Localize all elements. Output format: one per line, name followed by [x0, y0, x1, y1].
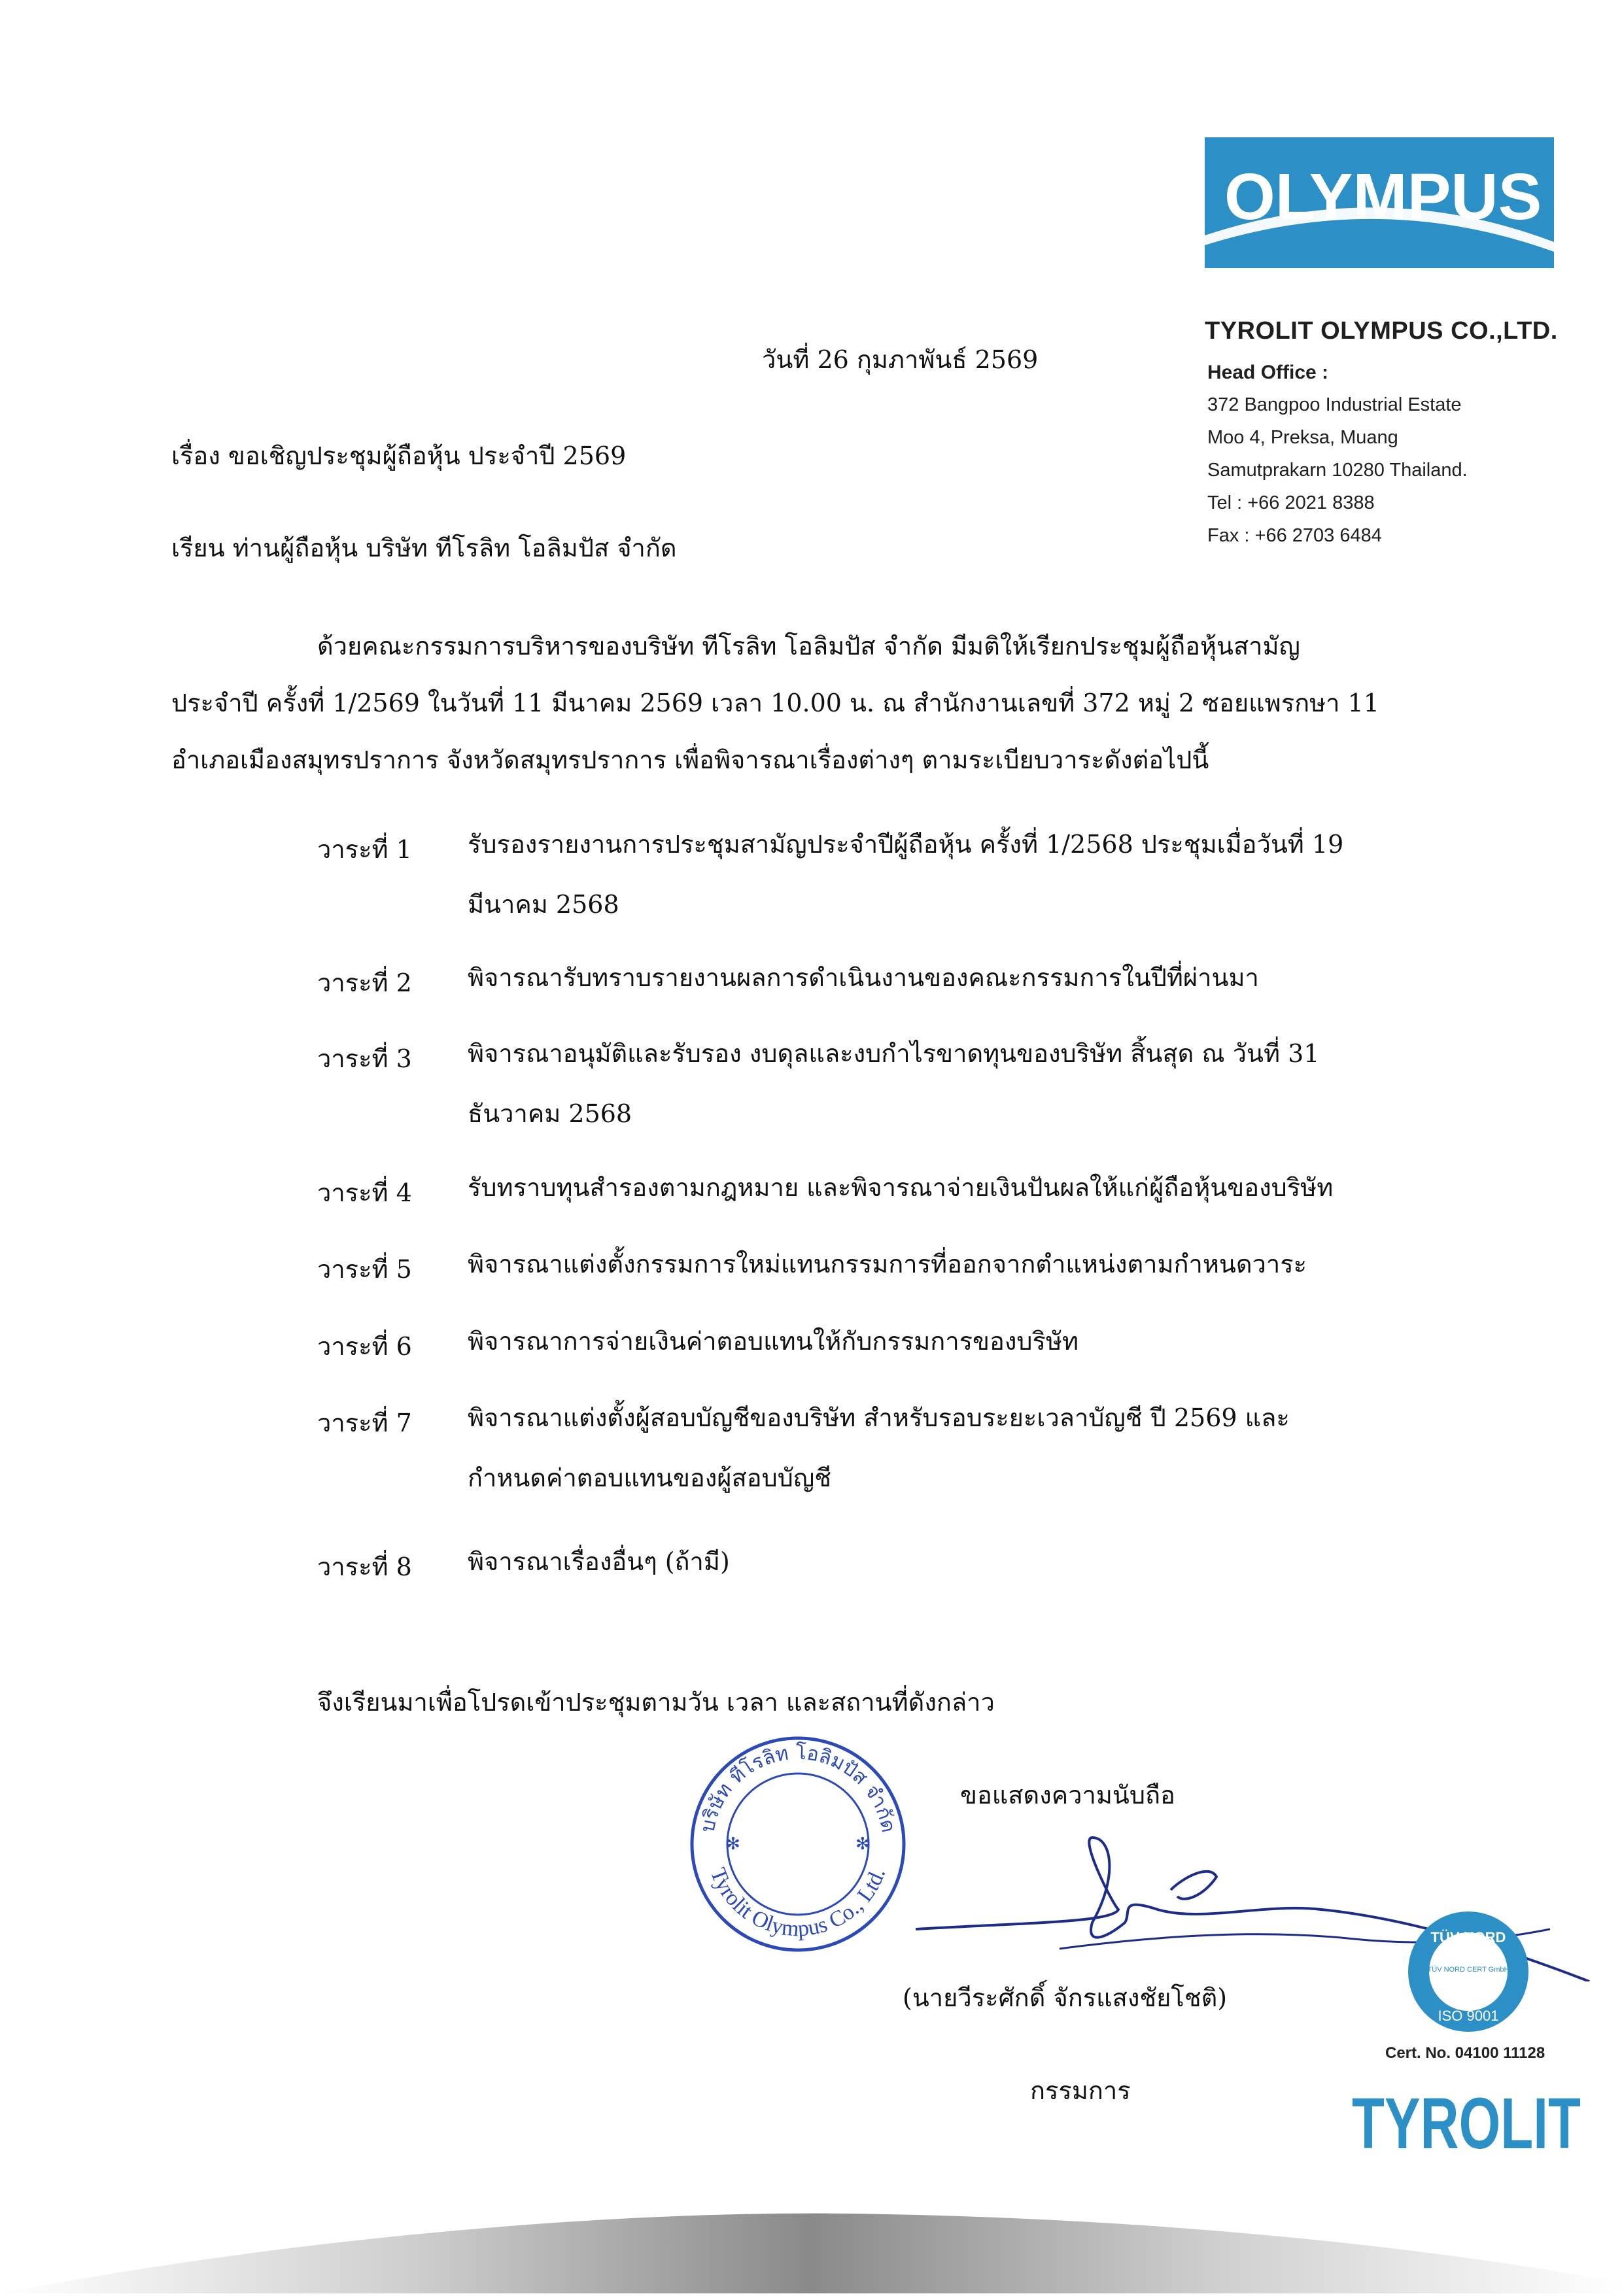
cert-number: Cert. No. 04100 11128	[1385, 2044, 1545, 2062]
signer-name: (นายวีระศักดิ์ จักรแสงชัยโชติ)	[903, 1983, 1228, 2012]
agenda-1-line-1: รับรองรายงานการประชุมสามัญประจำปีผู้ถือหุ้น ครั้งที่ 1/2568 ประชุมเมื่อวันที่ 19	[468, 830, 1344, 859]
agenda-2-line-1: พิจารณารับทราบรายงานผลการดำเนินงานของคณะกรรมการในปีที่ผ่านมา	[468, 963, 1259, 992]
tel-line: Tel : +66 2021 8388	[1207, 492, 1375, 513]
agenda-5-label: วาระที่ 5	[317, 1255, 412, 1284]
head-office-label: Head Office :	[1207, 362, 1329, 383]
agenda-3-label: วาระที่ 3	[317, 1044, 412, 1073]
company-name: TYROLIT OLYMPUS CO.,LTD.	[1205, 317, 1558, 345]
signer-position: กรรมการ	[1030, 2076, 1131, 2105]
agenda-8-text	[468, 1532, 730, 1592]
olympus-logo	[1205, 137, 1554, 268]
agenda-3-line-2: ธันวาคม 2568	[468, 1099, 632, 1128]
tuv-badge-standard: ISO 9001	[1438, 2008, 1499, 2024]
stamp-star-right-icon: ✻	[855, 1834, 870, 1854]
agenda-3-line-1: พิจารณาอนุมัติและรับรอง งบดุลและงบกำไรขาดทุนของบริษัท สิ้นสุด ณ วันที่ 31	[468, 1039, 1320, 1068]
address-line-1: 372 Bangpoo Industrial Estate	[1207, 394, 1462, 415]
letter-date: วันที่ 26 กุมภาพันธ์ 2569	[762, 345, 1039, 374]
agenda-7-label: วาระที่ 7	[317, 1409, 412, 1437]
agenda-2-label: วาระที่ 2	[317, 968, 412, 997]
tuv-badge-title: TÜV NORD	[1430, 1929, 1506, 1945]
agenda-6-label: วาระที่ 6	[317, 1332, 412, 1361]
agenda-8-label: วาระที่ 8	[317, 1552, 412, 1581]
agenda-1-text	[468, 814, 1343, 934]
agenda-4-text	[468, 1157, 1333, 1218]
agenda-5-text	[468, 1234, 1307, 1294]
intro-line-1: ด้วยคณะกรรมการบริหารของบริษัท ทีโรลิท โอลิมปัส จำกัด มีมติให้เรียกประชุมผู้ถือหุ้นสามัญ	[317, 632, 1300, 660]
address-line-3: Samutprakarn 10280 Thailand.	[1207, 460, 1468, 481]
agenda-7-line-1: พิจารณาแต่งตั้งผู้สอบบัญชีของบริษัท สำหรับรอบระยะเวลาบัญชี ปี 2569 และ	[468, 1403, 1290, 1432]
agenda-6-line-1: พิจารณาการจ่ายเงินค่าตอบแทนให้กับกรรมการของบริษัท	[468, 1327, 1079, 1356]
tuv-badge-sub: TÜV NORD CERT GmbH	[1427, 1966, 1510, 1974]
stamp-inner-text: บริษัท ทีโรลิท โอลิมปัส จำกัด	[696, 1741, 900, 1835]
company-stamp	[687, 1733, 909, 1955]
tyrolit-logo	[1349, 2083, 1584, 2160]
stamp-outer-text: Tyrolit Olympus Co., Ltd.	[705, 1864, 891, 1942]
regards-line: ขอแสดงความนับถือ	[960, 1781, 1175, 1809]
agenda-3-text	[468, 1023, 1319, 1144]
stamp-star-left-icon: ✻	[726, 1834, 740, 1854]
intro-line-2: ประจำปี ครั้งที่ 1/2569 ในวันที่ 11 มีนาคม 2569 เวลา 10.00 น. ณ สำนักงานเลขที่ 372 หมู่ 2 ซอยแพรกษา 11	[171, 689, 1379, 717]
letter-recipient: เรียน ท่านผู้ถือหุ้น บริษัท ทีโรลิท โอลิมปัส จำกัด	[171, 534, 677, 562]
agenda-2-text	[468, 948, 1259, 1008]
tyrolit-logo-text: TYROLIT	[1352, 2083, 1581, 2160]
agenda-7-text	[468, 1388, 1290, 1508]
agenda-5-line-1: พิจารณาแต่งตั้งกรรมการใหม่แทนกรรมการที่ออกจากตำแหน่งตามกำหนดวาระ	[468, 1250, 1307, 1278]
olympus-logo-text: OLYMPUS	[1224, 160, 1542, 233]
agenda-4-line-1: รับทราบทุนสำรองตามกฎหมาย และพิจารณาจ่ายเงินปันผลให้แก่ผู้ถือหุ้นของบริษัท	[468, 1173, 1334, 1202]
agenda-8-line-1: พิจารณาเรื่องอื่นๆ (ถ้ามี)	[468, 1547, 730, 1576]
address-line-2: Moo 4, Preksa, Muang	[1207, 427, 1398, 448]
fax-line: Fax : +66 2703 6484	[1207, 525, 1382, 546]
bottom-decorative-band	[0, 2184, 1622, 2293]
letter-subject: เรื่อง ขอเชิญประชุมผู้ถือหุ้น ประจำปี 2569	[171, 441, 627, 470]
agenda-1-line-2: มีนาคม 2568	[468, 890, 619, 919]
closing-line: จึงเรียนมาเพื่อโปรดเข้าประชุมตามวัน เวลา และสถานที่ดังกล่าว	[317, 1688, 995, 1717]
agenda-4-label: วาระที่ 4	[317, 1178, 412, 1207]
tuv-certification-badge	[1393, 1903, 1544, 2034]
intro-line-3: อำเภอเมืองสมุทรปราการ จังหวัดสมุทรปราการ เพื่อพิจารณาเรื่องต่างๆ ตามระเบียบวาระดังต่อไปนี้	[171, 745, 1209, 774]
agenda-1-label: วาระที่ 1	[317, 835, 412, 864]
agenda-6-text	[468, 1311, 1078, 1371]
agenda-7-line-2: กำหนดค่าตอบแทนของผู้สอบบัญชี	[468, 1464, 831, 1492]
